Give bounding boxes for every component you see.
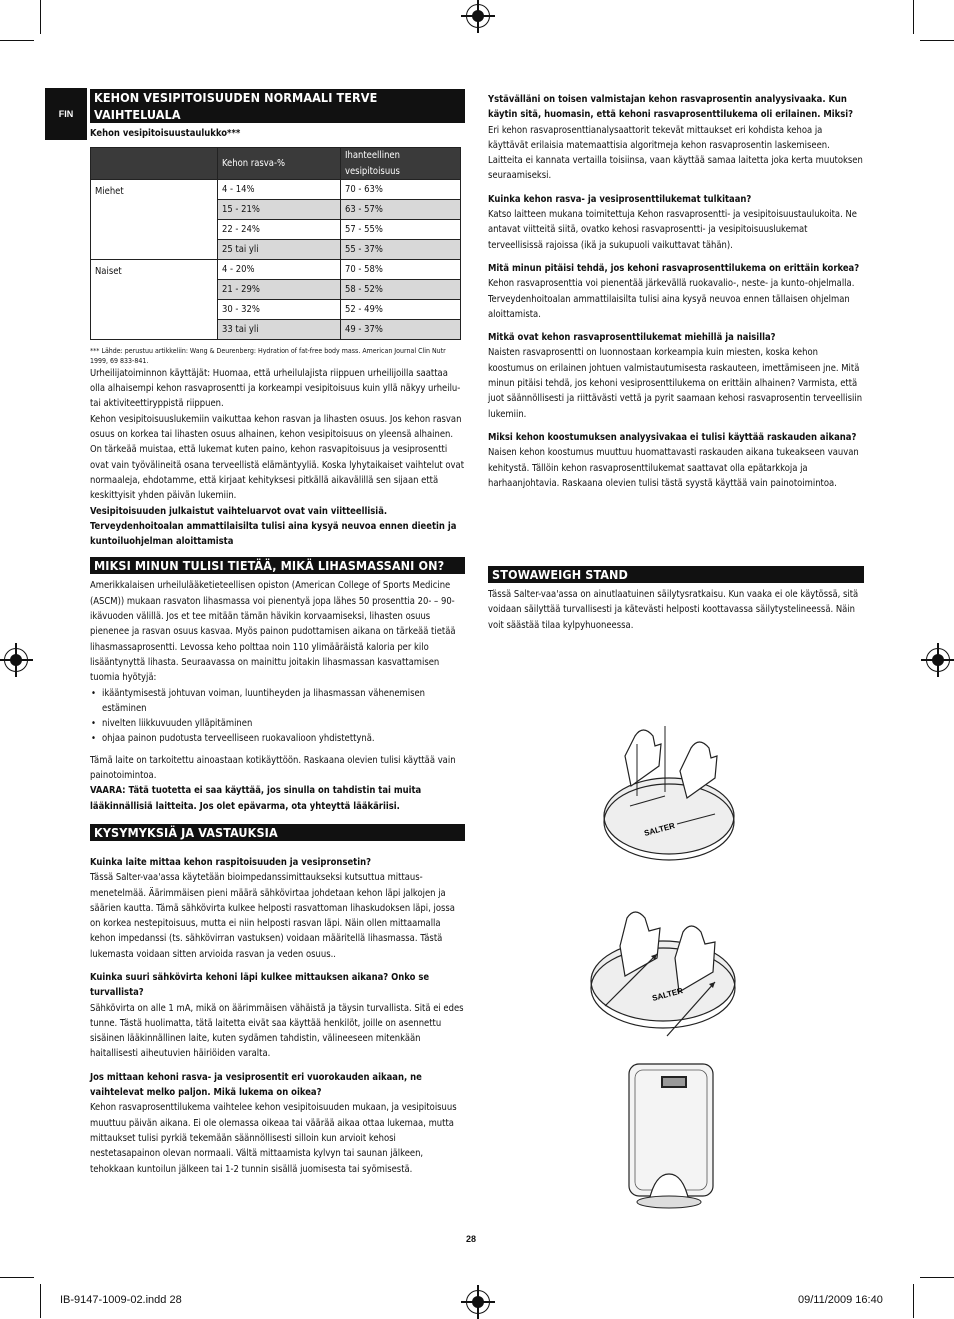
table-cell: 4 - 14% [218,179,341,199]
faq-answer: Tässä Salter-vaa'assa käytetään bioimpedanssimittaukseksi kutsuttua mittaus-menetelmää. Äärimmäisen pieni määrä sähkövirtaa johdetaan kehon läpi jalkojen ja säärien kautta. Tämä sähkövirta kulkee helposti rasvattoman lihaskudoksen läpi, jossa on korkea nestepitoisuus, mutta ei niin helposti rasvan läpi. Näin ollen mittaamalla kehon impedanssi (ts. sähkövirran vastuksen) voidaan määritellä lihasmassa. Tästä lukemasta voidaan sitten arvioida rasvan ja veden osuus.. [90,872,455,960]
stand-illustration [565,696,773,1214]
table-cell: 70 - 58% [341,259,461,279]
brand-label: SALTER [651,986,684,1003]
table-cell: 4 - 20% [218,259,341,279]
table-header-cell [91,148,218,180]
table-header-cell: Ihanteellinen vesipitoisuus [341,148,461,180]
faq-answer: Kehon rasvaprosenttilukema vaihtelee kehon vesipitoisuuden mukaan, ja vesipitoisuus muuttuu päivän aikana. Ei ole olemassa oikeaa tai väärää aikaa ottaa lukemaa, mutta mittaukset tulisi pyrkiä tekemään säännöllisesti silloin kun arvioit kehosi nestetasapainon olevan normaali. Vältä mittaamista kylvyn tai saunan jälkeen, tehokkaan kuntoilun jälkeen tai 1-2 tunnin sisällä juomisesta tai syömisestä. [90,1102,457,1175]
table-footnote: *** Lähde: perustuu artikkeliin: Wang & Deurenberg: Hydration of fat-free body mass. American Journal Clin Nutr 1999, 69 833-841. [90,346,446,365]
section-heading-stand: STOWAWEIGH STAND [488,566,864,583]
crop-mark [913,1284,914,1318]
table-cell: 63 - 57% [341,199,461,219]
warning-text: VAARA: Tätä tuotetta ei saa käyttää, jos sinulla on tahdistin tai muita lääkinnällisiä laitteita. Jos olet epävarma, ota yhteyttä lääkäriisi. [90,785,422,812]
bold-note: Vesipitoisuuden julkaistut vaihteluarvot ovat vain viitteellisiä. [90,505,388,517]
table-cell: 58 - 52% [341,279,461,299]
faq-answer: Kehon rasvaprosenttia voi pienentää järkevällä ruokavalio-, neste- ja kunto-ohjelmalla. Terveydenhoitoalan ammattilaisilta tulisi aina kysyä neuvoa ennen tällaisen ohjelman aloittamista. [488,278,855,320]
faq-answer: Katso laitteen mukana toimitettuja Kehon rasvaprosentti- ja vesipitoisuustaulukoita. Ne antavat viitteitä siitä, ovatko kehosi rasvaprosentti- ja vesipitoisuuslukemat terveellisissä rajoissa (ikä ja sukupuoli vaikuttavat tähän). [488,209,857,251]
table-row [91,259,461,279]
table-cell: 15 - 21% [218,199,341,219]
crop-mark [40,0,41,34]
slug-right: 09/11/2009 16:40 [798,1294,883,1306]
faq-question: Jos mittaan kehoni rasva- ja vesiprosentit eri vuorokauden aikaan, ne vaihtelevat melko paljon. Mikä lukema on oikea? [90,1071,422,1099]
table-title: Kehon vesipitoisuustaulukko*** [90,128,241,139]
section-heading-muscle: MIKSI MINUN TULISI TIETÄÄ, MIKÄ LIHASMASSANI ON? [90,557,465,574]
group-label: Miehet [91,179,218,259]
faq-question: Kuinka kehon rasva- ja vesiprosenttilukemat tulkitaan? [488,193,752,205]
faq-question: Mitkä ovat kehon rasvaprosenttilukemat miehillä ja naisilla? [488,332,776,344]
faq-question: Kuinka laite mittaa kehon raspitoisuuden ja vesipronsetin? [90,856,371,868]
crop-mark [0,40,34,41]
crop-mark [40,1284,41,1318]
section-heading-water: KEHON VESIPITOISUUDEN NORMAALI TERVE VAIHTELUALA [90,89,465,123]
table-cell: 70 - 63% [341,179,461,199]
registration-mark-icon [466,1290,490,1314]
paragraph: Urheilijatoiminnon käyttäjät: Huomaa, että urheilulajista riippuen urheilijoilla saattaa olla alhaisempi kehon rasvaprosentti ja korkeampi vesipitoisuus kuin yllä näkyy urheilu- tai aktiviteettiryppistä riippuen. [90,367,461,410]
bullet-list [90,686,465,747]
page-number: 28 [466,1234,477,1244]
paragraph: Tässä Salter-vaa'assa on ainutlaatuinen säilytysratkaisu. Kun vaaka ei ole käytössä, sitä voidaan säilyttää turvallisesti ja kätevästi helposti koottavassa säilytystelineessä. Näin voit säästää tilaa kylpyhuoneessa. [488,589,859,631]
registration-mark-icon [466,4,490,28]
table-cell: 33 tai yli [218,319,341,339]
table-cell: 25 tai yli [218,239,341,259]
table-header-row [91,148,461,180]
list-item: • ikääntymisestä johtuvan voiman, luuntiheyden ja lihasmassan vähenemisen estäminen [102,686,465,717]
crop-mark [920,1277,954,1278]
table-cell: 57 - 55% [341,219,461,239]
paragraph: Tämä laite on tarkoitettu ainoastaan kotikäyttöön. Raskaana olevien tulisi käyttää vain painotoimintoa. [90,754,456,782]
table-row [91,179,461,199]
paragraph: Amerikkalaisen urheilulääketieteellisen opiston (American College of Sports Medicine (ASCM)) mukaan rasvaton lihasmassa voi pienentyä jopa lähes 50 prosenttia 20- – 90-ikävuoden välillä. Jos et tee mitään tämän hävikin korvaamiseksi, lihasten osuus pienenee ja rasvan osuus kasvaa. Myös painon pudottamisen aikana on tärkeää tietää lihasmassaprosentti. Levossa keho polttaa noin 110 ylimääräistä kaloria per kilo lisääntynyttä lihasta. Seuraavassa on mainittu joitakin lihasmassan kasvattamisen tuomia hyötyjä: [90,580,456,684]
slug-left: IB-9147-1009-02.indd 28 [60,1294,182,1306]
right-column [488,92,864,491]
table-cell: 22 - 24% [218,219,341,239]
table-header-cell: Kehon rasva-% [218,148,341,180]
list-item: • ohjaa painon pudotusta terveelliseen ruokavalioon yhdistettynä. [102,731,465,746]
language-tab: FIN [45,88,87,140]
faq-question: Kuinka suuri sähkövirta kehoni läpi kulkee mittauksen aikana? Onko se turvallista? [90,971,430,999]
section-heading-faq: KYSYMYKSIÄ JA VASTAUKSIA [90,824,465,841]
faq-answer: Sähkövirta on alle 1 mA, mikä on äärimmäisen vähäistä ja täysin turvallista. Sitä ei edes tunne. Tästä huolimatta, tätä laitetta eivät saa käyttää henkilöt, joille on asennettu sisäinen lääkinnällinen laite, kuten sydämen tahdistin, välineeseen mitenkään haitallisesti aiheutuvien häiriöiden varalta. [90,1002,464,1060]
faq-question: Ystävälläni on toisen valmistajan kehon rasvaprosentin analyysivaaka. Kun käytin sitä, huomasin, että kehoni rasvaprosenttilukema oli erilainen. Miksi? [488,94,854,121]
water-table [90,147,461,340]
table-cell: 21 - 29% [218,279,341,299]
faq-answer: Eri kehon rasvaprosenttianalysaattorit tekevät mittaukset eri kohdista kehoa ja käyttävät erilaisia matemaattisia algoritmeja kehon rasvaprosentin laskemiseen. Laitteita ei kannata vertailla toisiinsa, vaan käyttää samaa laitetta joka kerta muutoksen seuraamiseksi. [488,124,863,182]
registration-mark-icon [926,648,950,672]
list-item: • nivelten liikkuvuuden ylläpitäminen [102,716,465,731]
table-cell: 52 - 49% [341,299,461,319]
faq-question: Mitä minun pitäisi tehdä, jos kehoni rasvaprosenttilukema on erittäin korkea? [488,262,860,274]
faq-answer: Naisen kehon koostumus muuttuu huomattavasti raskauden aikana tukeakseen vauvan kehitystä. Tällöin kehon rasvaprosenttilukemat saattavat olla epätarkkoja ja harhaanjohtavia. Raskaana olevien tulisi tästä syystä käyttää vain painotoimintoa. [488,447,859,489]
crop-mark [913,0,914,34]
brand-label: SALTER [643,821,676,838]
crop-mark [0,1277,34,1278]
registration-mark-icon [4,648,28,672]
stand-assembly-drawing [565,696,773,1214]
crop-mark [920,40,954,41]
stowaweigh-section [488,566,864,633]
group-label: Naiset [91,259,218,339]
faq-answer: Naisten rasvaprosentti on luonnostaan korkeampia kuin miesten, koska kehon koostumus on erilainen johtuen valmistautumisesta raskauteen, imettämiseen jne. Mitä minun pitäisi tehdä, jos kehoni vesiprosenttilukema on erittäin alhainen? Varmista, että juot säännöllisesti ja riittävästi vettä ja pyrit saamaan kehosi rasvaprosentin terveellisiin lukemiin. [488,347,863,420]
left-column [90,89,465,1177]
faq-question: Miksi kehon koostumuksen analyysivakaa ei tulisi käyttää raskauden aikana? [488,431,857,443]
table-cell: 49 - 37% [341,319,461,339]
bold-note: Terveydenhoitoalan ammattilaisilta tulisi aina kysyä neuvoa ennen dieetin ja kuntoiluohjelman aloittamista [90,520,457,548]
table-cell: 55 - 37% [341,239,461,259]
table-cell: 30 - 32% [218,299,341,319]
paragraph: Kehon vesipitoisuuslukemiin vaikuttaa kehon rasvan ja lihasten osuus. Jos kehon rasvan osuus on korkea tai lihasten osuus alhainen, kehon vesipitoisuus on yleensä alhainen. On tärkeää muistaa, että lukemat kuten paino, kehon rasvapitoisuus ja vesiprosentti ovat vain työvälineitä osana terveellistä elämäntyyliä. Koska lyhytaikaiset vaihtelut ovat normaaleja, ehdotamme, että kirjaat kehityksesi pitkällä aikavälillä sen sijaan että keskittyisit yhden päivän lukemiin. [90,413,465,502]
